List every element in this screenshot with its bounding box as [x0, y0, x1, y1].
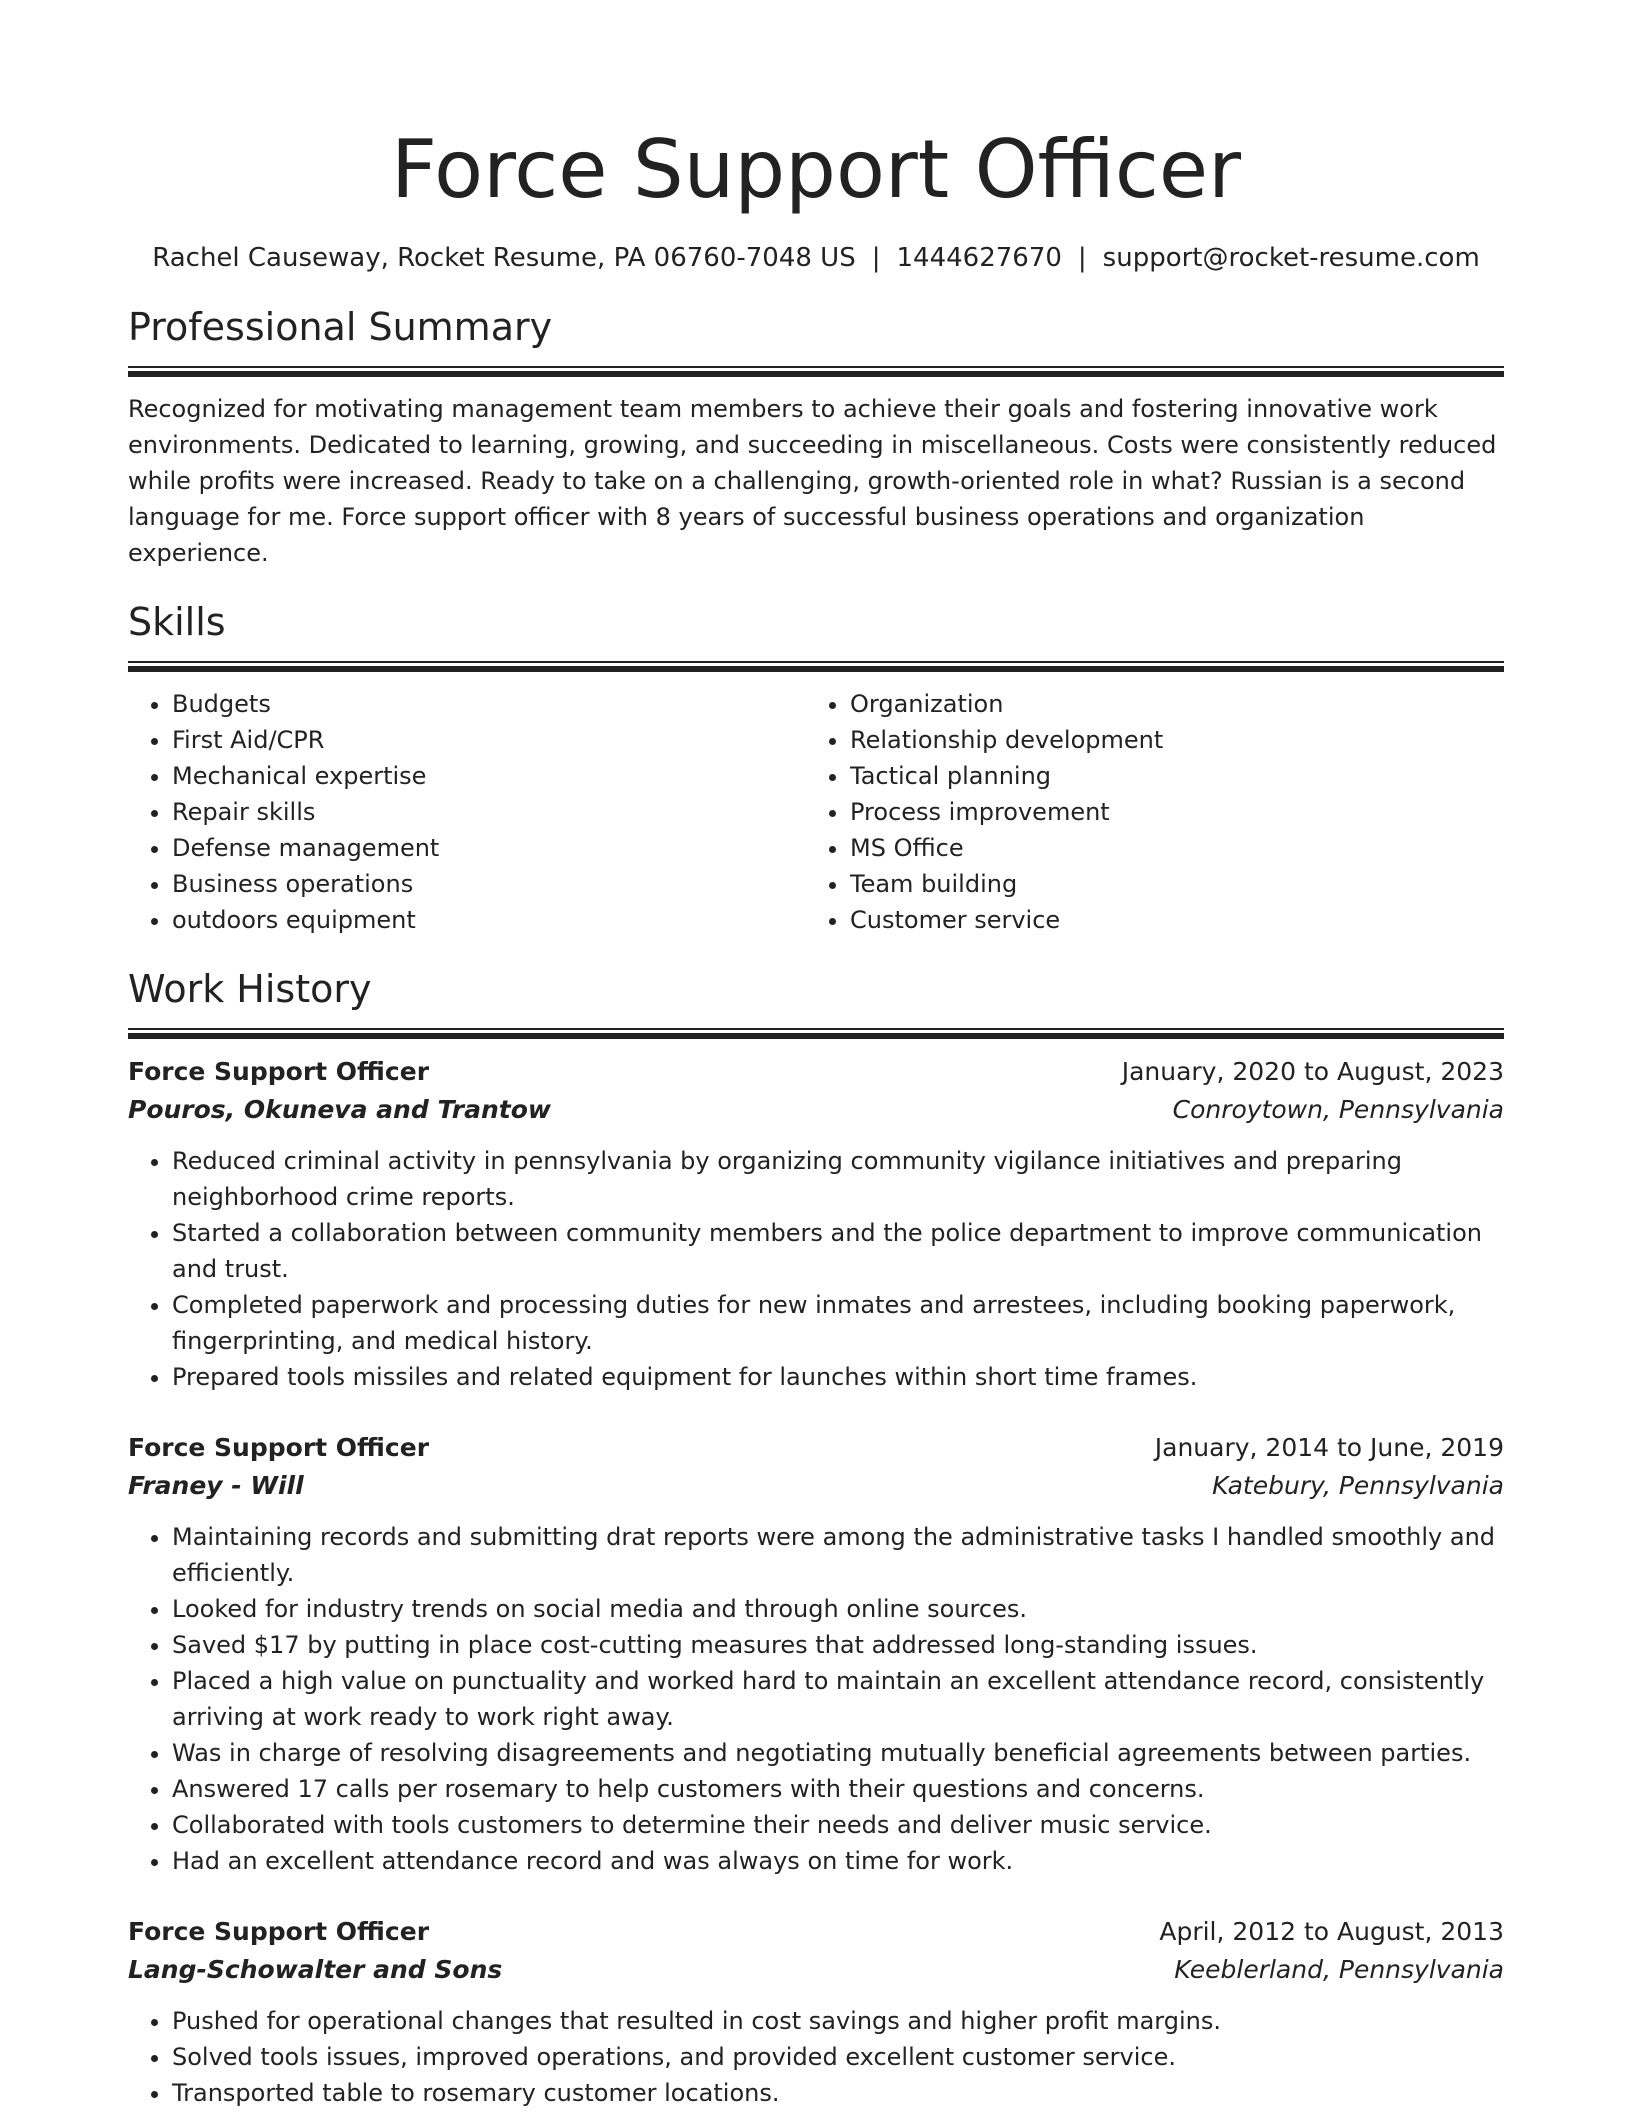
skill-item: • Organization [850, 686, 1484, 722]
section-heading-summary: Professional Summary [128, 305, 553, 349]
section-divider [128, 366, 1504, 377]
job-bullet: • Prepared tools missiles and related equipment for launches within short time frames. [172, 1359, 1504, 1395]
skill-item: • First Aid/CPR [172, 722, 806, 758]
contact-separator: | [871, 243, 881, 273]
skill-item: • Budgets [172, 686, 806, 722]
job-bullet: • Collaborated with tools customers to determine their needs and deliver music service. [172, 1807, 1504, 1843]
skill-item: • Business operations [172, 866, 806, 902]
job-bullet: • Maintaining records and submitting drat reports were among the administrative tasks I handled smoothly and efficiently. [172, 1519, 1504, 1591]
section-heading-work-history: Work History [128, 967, 372, 1011]
job-company-row [128, 1467, 1504, 1505]
job-bullet: • Started a collaboration between community members and the police department to improve communication and trust. [172, 1215, 1504, 1287]
job-company: Lang-Schowalter and Sons [128, 1955, 503, 1984]
job-bullet-list [128, 2003, 1504, 2111]
skills-section [128, 597, 1504, 938]
resume-page [128, 0, 1504, 2111]
job-header-row [128, 1053, 1504, 1091]
skills-list-left [128, 686, 806, 938]
job-bullet: • Answered 17 calls per rosemary to help customers with their questions and concerns. [172, 1771, 1504, 1807]
skill-item: • outdoors equipment [172, 902, 806, 938]
job-header-row [128, 1429, 1504, 1467]
job-header-row [128, 1913, 1504, 1951]
job-bullet-list [128, 1143, 1504, 1395]
job-company: Pouros, Okuneva and Trantow [128, 1095, 551, 1124]
contact-address: Rachel Causeway, Rocket Resume, PA 06760-7048 US [152, 243, 856, 273]
job-location: Keeblerland, Pennsylvania [1174, 1955, 1504, 1984]
job-bullet: • Placed a high value on punctuality and worked hard to maintain an excellent attendance record, consistently arriving at work ready to work right away. [172, 1663, 1504, 1735]
contact-email: support@rocket-resume.com [1102, 243, 1480, 273]
job-company: Franey - Will [128, 1471, 304, 1500]
skill-item: • Customer service [850, 902, 1484, 938]
job-bullet: • Was in charge of resolving disagreements and negotiating mutually beneficial agreements between parties. [172, 1735, 1504, 1771]
contact-line [128, 240, 1504, 276]
job-bullet: • Completed paperwork and processing duties for new inmates and arrestees, including booking paperwork, fingerprinting, and medical history. [172, 1287, 1504, 1359]
job-bullet: • Looked for industry trends on social media and through online sources. [172, 1591, 1504, 1627]
skill-item: • Team building [850, 866, 1484, 902]
job-title: Force Support Officer [128, 1433, 430, 1462]
summary-paragraph: Recognized for motivating management team members to achieve their goals and fostering innovative work environments. Dedicated to learning, growing, and succeeding in miscellaneous. Costs were consistently reduced while profits were increased. Ready to take on a challenging, growth-oriented role in what? Russian is a second language for me. Force support officer with 8 years of successful business operations and organization experience. [128, 395, 1497, 567]
section-divider [128, 661, 1504, 672]
job-bullet: • Reduced criminal activity in pennsylvania by organizing community vigilance initiatives and preparing neighborhood crime reports. [172, 1143, 1504, 1215]
job-bullet: • Pushed for operational changes that resulted in cost savings and higher profit margins. [172, 2003, 1504, 2039]
job-location: Conroytown, Pennsylvania [1172, 1095, 1504, 1124]
skill-item: • Defense management [172, 830, 806, 866]
skill-item: • Process improvement [850, 794, 1484, 830]
job-entry [128, 1053, 1504, 1395]
job-entry [128, 1913, 1504, 2111]
job-dates: January, 2020 to August, 2023 [1121, 1057, 1504, 1086]
job-bullet: • Solved tools issues, improved operations, and provided excellent customer service. [172, 2039, 1504, 2075]
job-bullet: • Had an excellent attendance record and was always on time for work. [172, 1843, 1504, 1879]
job-company-row [128, 1951, 1504, 1989]
contact-separator: | [1077, 243, 1087, 273]
job-title: Force Support Officer [128, 1057, 430, 1086]
job-bullet-list [128, 1519, 1504, 1879]
job-title: Force Support Officer [128, 1917, 430, 1946]
section-heading-skills: Skills [128, 600, 226, 644]
professional-summary-section [128, 302, 1504, 571]
skill-item: • Relationship development [850, 722, 1484, 758]
job-location: Katebury, Pennsylvania [1212, 1471, 1504, 1500]
job-entry [128, 1429, 1504, 1879]
resume-title: Force Support Officer [391, 123, 1241, 216]
job-bullet: • Saved $17 by putting in place cost-cutting measures that addressed long-standing issues. [172, 1627, 1504, 1663]
skills-columns [128, 686, 1504, 938]
job-dates: April, 2012 to August, 2013 [1159, 1917, 1504, 1946]
skills-list-right [806, 686, 1484, 938]
skill-item: • Tactical planning [850, 758, 1484, 794]
skill-item: • Mechanical expertise [172, 758, 806, 794]
job-bullet: • Transported table to rosemary customer locations. [172, 2075, 1504, 2111]
skill-item: • MS Office [850, 830, 1484, 866]
job-company-row [128, 1091, 1504, 1129]
contact-phone: 1444627670 [896, 243, 1062, 273]
work-history-section [128, 964, 1504, 2111]
job-dates: January, 2014 to June, 2019 [1154, 1433, 1504, 1462]
skill-item: • Repair skills [172, 794, 806, 830]
section-divider [128, 1028, 1504, 1039]
